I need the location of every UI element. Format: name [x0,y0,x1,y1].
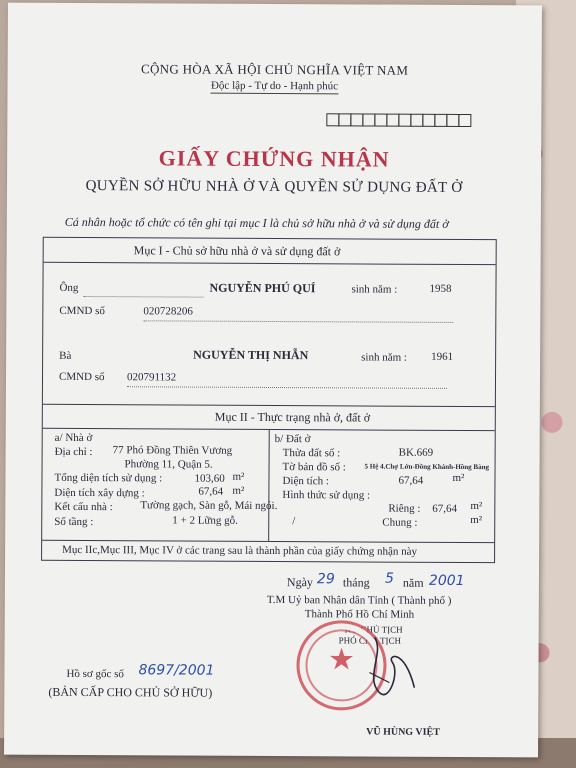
house-floors-label: Số tầng : [54,515,94,529]
house-heading: a/ Nhà ở [54,431,93,445]
document-title: GIẤY CHỨNG NHẬN [158,145,390,172]
owner1-id-number: 020728206 [143,305,193,318]
motto: Độc lập - Tự do - Hạnh phúc [210,79,339,93]
country-header: CỘNG HÒA XÃ HỘI CHỦ NGHĨA VIỆT NAM [140,61,409,78]
date-month: 5 [384,570,394,587]
house-structure-label: Kết cấu nhà : [54,500,113,514]
land-private-label: Riêng : [388,502,421,515]
signer-role2: PHÓ CHỦ TỊCH [338,635,402,646]
land-map: 5 Hệ 4.Chợ Lớn-Đồng Khánh-Hồng Bàng [364,462,490,472]
authority-line1: T.M Uỷ ban Nhân dân Tỉnh ( Thành phố ) [266,593,452,607]
section1-heading: Mục I - Chủ sở hữu nhà ở và sử dụng đất ở [133,243,341,259]
land-parcel: BK.669 [398,446,434,459]
land-private: 67,64 [432,502,458,515]
owner2-title: Bà [59,349,72,362]
owner1-birth-year: 1958 [429,282,452,295]
section2-heading: Mục II - Thực trạng nhà ở, đất ở [214,409,371,425]
land-shared-mark: / [292,515,296,528]
house-address-line2: Phường 11, Quận 5. [124,458,213,471]
serial-boxes [327,113,471,127]
intro-text: Cá nhân hoặc tổ chức có tên ghi tại mục I là chủ sở hữu nhà ở và sử dụng đất ở [64,214,449,231]
issued-to: (BẢN CẤP CHO CHỦ SỞ HỮU) [48,684,213,700]
signer-role1: KT. CHỦ TỊCH [344,624,403,635]
owner1-id-label: CMND số [59,304,105,318]
land-heading: b/ Đất ở [274,433,311,446]
owner1-birth-label: sinh năm : [351,283,398,296]
land-map-label: Tờ bản đồ số : [282,461,346,474]
house-structure: Tường gạch, Sàn gỗ, Mái ngói. [140,499,278,513]
certificate-table [41,237,497,563]
land-area-label: Diện tích : [282,475,329,488]
certificate-sheet [4,3,542,758]
house-built-area-unit: m² [232,484,245,497]
signer-name: VŨ HÙNG VIỆT [366,726,440,738]
land-shared-unit: m² [470,514,483,527]
land-area-unit: m² [452,471,465,485]
authority-line2: Thành Phố Hồ Chí Minh [304,608,415,621]
month-label: tháng [342,575,370,590]
owner2-birth-year: 1961 [431,350,454,363]
land-area: 67,64 [398,474,424,487]
house-built-area: 67,64 [198,485,224,498]
handwritten-signature [344,632,424,702]
house-floors: 1 + 2 Lững gỗ. [172,514,238,527]
date-year: 2001 [428,572,465,590]
land-parcel-label: Thửa đất số : [282,447,341,460]
document-subtitle: QUYỀN SỞ HỮU NHÀ Ở VÀ QUYỀN SỬ DỤNG ĐẤT Ở [85,178,463,196]
land-private-unit: m² [470,500,483,513]
date-day: 29 [316,571,335,588]
owner2-birth-label: sinh năm : [361,351,407,364]
owner1-name: NGUYỄN PHÚ QUÍ [209,280,316,296]
land-usage-label: Hình thức sử dụng : [282,489,371,502]
star-emblem-icon: ★ [327,643,356,677]
house-total-area: 103,60 [194,472,225,485]
house-built-area-label: Diện tích xây dựng : [54,486,145,500]
owner2-id-label: CMND số [58,370,105,384]
record-number: 8697/2001 [138,662,215,679]
owner1-title: Ông [59,281,79,294]
house-address-line1: 77 Phó Đồng Thiên Vương [112,444,233,457]
house-total-area-label: Tổng diện tích sử dụng : [54,471,163,485]
owner2-id-number: 020791132 [126,371,177,384]
date-prefix: Ngày [286,575,313,590]
house-total-area-unit: m² [232,470,245,483]
house-address-label: Địa chỉ : [54,445,93,459]
owner2-name: NGUYỄN THỊ NHẪN [193,347,309,363]
land-shared-label: Chung : [382,516,418,529]
record-label: Hồ sơ gốc số [66,667,124,681]
year-label: năm [402,575,424,590]
note-text: Mục IIc,Mục III, Mục IV ở các trang sau là thành phần của giấy chứng nhận này [62,543,418,558]
